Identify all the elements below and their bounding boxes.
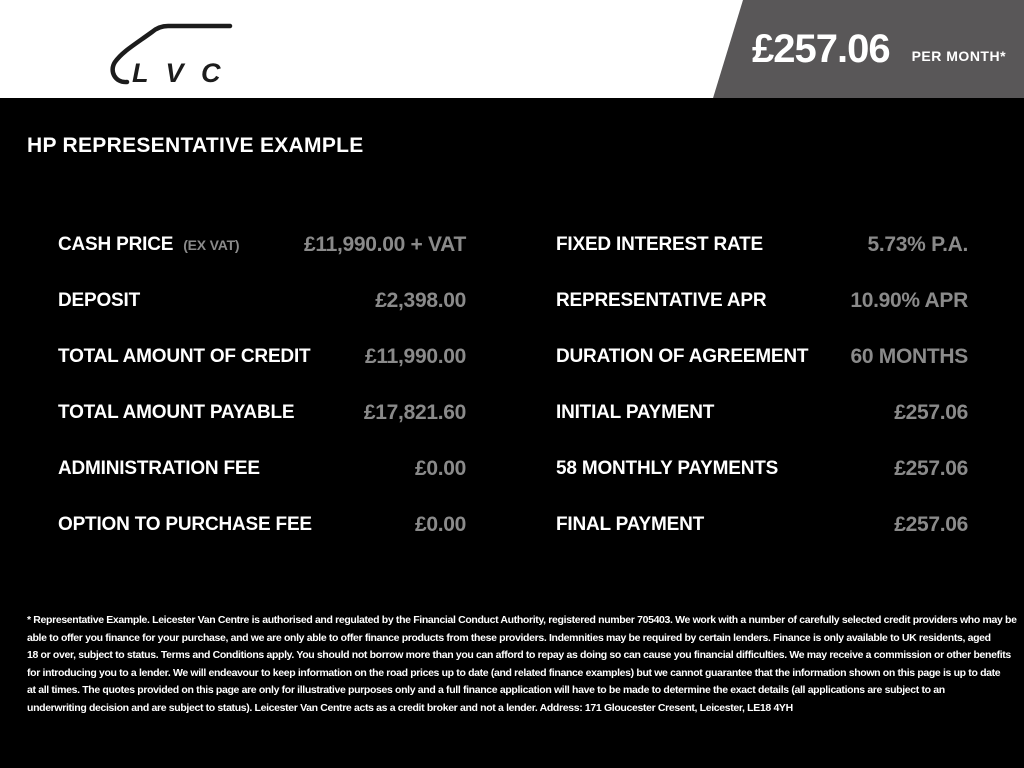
row-option-to-purchase-fee <box>58 497 466 553</box>
row-label: OPTION TO PURCHASE FEE <box>58 514 312 535</box>
row-label: FIXED INTEREST RATE <box>556 234 763 255</box>
disclaimer-line: 18 or over, subject to status. Terms and Conditions apply. You should not borrow more than you can afford to repay as doing so can cause you financial difficulties. We may receive a commission or other benefits <box>27 649 1011 661</box>
header <box>0 0 1024 98</box>
row-administration-fee <box>58 441 466 497</box>
page-title: HP REPRESENTATIVE EXAMPLE <box>27 134 364 157</box>
row-value: £2,398.00 <box>375 289 466 312</box>
row-value: 5.73% P.A. <box>867 233 968 256</box>
row-value: 10.90% APR <box>850 289 968 312</box>
row-fixed-interest-rate <box>556 217 968 273</box>
row-label: CASH PRICE (EX VAT) <box>58 234 240 255</box>
monthly-price-period: PER MONTH* <box>911 48 1007 64</box>
row-value: £257.06 <box>894 401 968 424</box>
row-value: £11,990.00 + VAT <box>304 233 466 256</box>
row-initial-payment <box>556 385 968 441</box>
row-value: £0.00 <box>414 513 466 536</box>
row-58-monthly-payments <box>556 441 968 497</box>
row-label: ADMINISTRATION FEE <box>58 458 260 479</box>
row-final-payment <box>556 497 968 553</box>
row-duration-of-agreement <box>556 329 968 385</box>
row-cash-price <box>58 217 466 273</box>
row-label: INITIAL PAYMENT <box>556 402 715 423</box>
row-value: £0.00 <box>414 457 466 480</box>
lvc-logo <box>108 12 238 92</box>
row-label: REPRESENTATIVE APR <box>556 290 767 311</box>
row-label: TOTAL AMOUNT OF CREDIT <box>58 346 311 367</box>
row-representative-apr <box>556 273 968 329</box>
row-total-amount-payable <box>58 385 466 441</box>
logo-letters: L V C <box>132 58 226 88</box>
row-label-note: (EX VAT) <box>183 237 240 253</box>
disclaimer-line: for introducing you to a lender. We will endeavour to keep information on the road prices up to date (and related finance examples) but we cannot guarantee that the information shown on this page is up to date <box>27 666 1001 679</box>
row-value: £17,821.60 <box>363 401 466 424</box>
row-value: 60 MONTHS <box>850 345 968 368</box>
row-label: FINAL PAYMENT <box>556 514 705 535</box>
row-label: 58 MONTHLY PAYMENTS <box>556 458 779 479</box>
row-label: DEPOSIT <box>58 290 141 311</box>
disclaimer-line: underwriting decision and are subject to status). Leicester Van Centre acts as a credit broker and not a lender. Address: 171 Gloucester Cresent, Leicester, LE18 4YH <box>27 701 793 714</box>
row-value: £257.06 <box>894 457 968 480</box>
disclaimer-line: at all times. The quotes provided on this page are only for illustrative purposes only and a full finance application will have to be made to determine the exact details (all applications are subject to an <box>27 684 945 696</box>
finance-table <box>58 217 968 553</box>
disclaimer <box>27 612 1017 717</box>
row-total-amount-of-credit <box>58 329 466 385</box>
row-value: £257.06 <box>894 513 968 536</box>
row-label: TOTAL AMOUNT PAYABLE <box>58 402 295 423</box>
row-value: £11,990.00 <box>365 345 466 368</box>
disclaimer-line: able to offer you finance for your purchase, and we are only able to offer finance products from these providers. Indemnities may be required by certain lenders. Finance is only available to UK residents, aged <box>27 631 991 644</box>
monthly-price: £257.06 <box>752 26 890 71</box>
price-banner <box>752 0 1012 98</box>
row-label: DURATION OF AGREEMENT <box>556 346 809 367</box>
disclaimer-line: * Representative Example. Leicester Van Centre is authorised and regulated by the Financial Conduct Authority, registered number 705403. We work with a number of carefully selected credit providers who may be <box>27 614 1017 626</box>
row-deposit <box>58 273 466 329</box>
